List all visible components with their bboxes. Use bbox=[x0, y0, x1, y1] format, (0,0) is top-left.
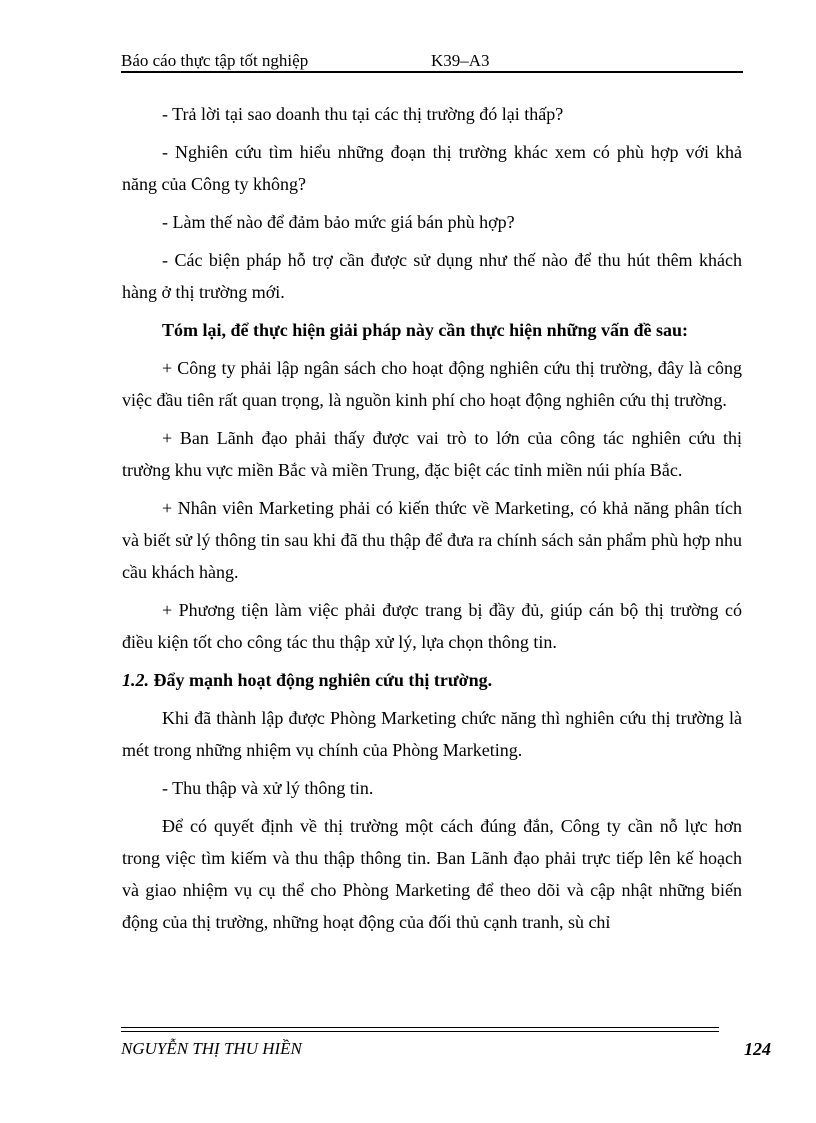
section-title: Đẩy mạnh hoạt động nghiên cứu thị trường. bbox=[153, 670, 493, 690]
paragraph-question-revenue: - Trả lời tại sao doanh thu tại các thị trường đó lại thấp? bbox=[162, 104, 564, 124]
author-name: NGUYỄN THỊ THU HIỀN bbox=[121, 1039, 302, 1058]
paragraph-collect-info: - Thu thập và xử lý thông tin. bbox=[162, 778, 374, 798]
paragraph-pricing: - Làm thế nào để đảm bảo mức giá bán phù hợp? bbox=[162, 212, 515, 232]
document-body bbox=[122, 98, 742, 944]
section-number: 1.2. bbox=[122, 670, 149, 690]
paragraph-decision: Để có quyết định về thị trường một cách đúng đắn, Công ty cần nỗ lực hơn trong việc tìm kiếm và thu thập thông tin. Ban Lãnh đạo phải trực tiếp lên kế hoạch và giao nhiệm vụ cụ thể cho Phòng Marketing để theo dõi và cập nhật những biến động của thị trường, những hoạt động của đối thủ cạnh tranh, sù chỉ bbox=[122, 816, 742, 932]
page-number: 124 bbox=[744, 1039, 771, 1059]
paragraph-leadership: + Ban Lãnh đạo phải thấy được vai trò to lớn của công tác nghiên cứu thị trường khu vực miền Bắc và miền Trung, đặc biệt các tỉnh miền núi phía Bắc. bbox=[122, 428, 742, 480]
paragraph-equipment: + Phương tiện làm việc phải được trang bị đầy đủ, giúp cán bộ thị trường có điều kiện tốt cho công tác thu thập xử lý, lựa chọn thông tin. bbox=[122, 600, 742, 652]
page-footer bbox=[121, 1038, 771, 1062]
paragraph-marketing-staff: + Nhân viên Marketing phải có kiến thức về Marketing, có khả năng phân tích và biết sử lý thông tin sau khi đã thu thập để đưa ra chính sách sản phẩm phù hợp nhu cầu khách hàng. bbox=[122, 498, 742, 582]
class-code: K39–A3 bbox=[431, 51, 490, 70]
footer-divider bbox=[121, 1027, 719, 1032]
paragraph-budget: + Công ty phải lập ngân sách cho hoạt động nghiên cứu thị trường, đây là công việc đầu tiên rất quan trọng, là nguồn kinh phí cho hoạt động nghiên cứu thị trường. bbox=[122, 358, 742, 410]
page-header bbox=[121, 50, 743, 72]
paragraph-marketing-dept: Khi đã thành lập được Phòng Marketing chức năng thì nghiên cứu thị trường là mét trong những nhiệm vụ chính của Phòng Marketing. bbox=[122, 708, 742, 760]
header-divider bbox=[121, 71, 743, 73]
summary-heading: Tóm lại, để thực hiện giải pháp này cần thực hiện những vấn đề sau: bbox=[162, 320, 689, 340]
report-title: Báo cáo thực tập tốt nghiệp bbox=[121, 51, 309, 70]
paragraph-support-measures: - Các biện pháp hỗ trợ cần được sử dụng như thế nào để thu hút thêm khách hàng ở thị trường mới. bbox=[122, 250, 742, 302]
paragraph-research-segments: - Nghiên cứu tìm hiểu những đoạn thị trường khác xem có phù hợp với khả năng của Công ty không? bbox=[122, 142, 742, 194]
section-heading bbox=[122, 664, 742, 696]
